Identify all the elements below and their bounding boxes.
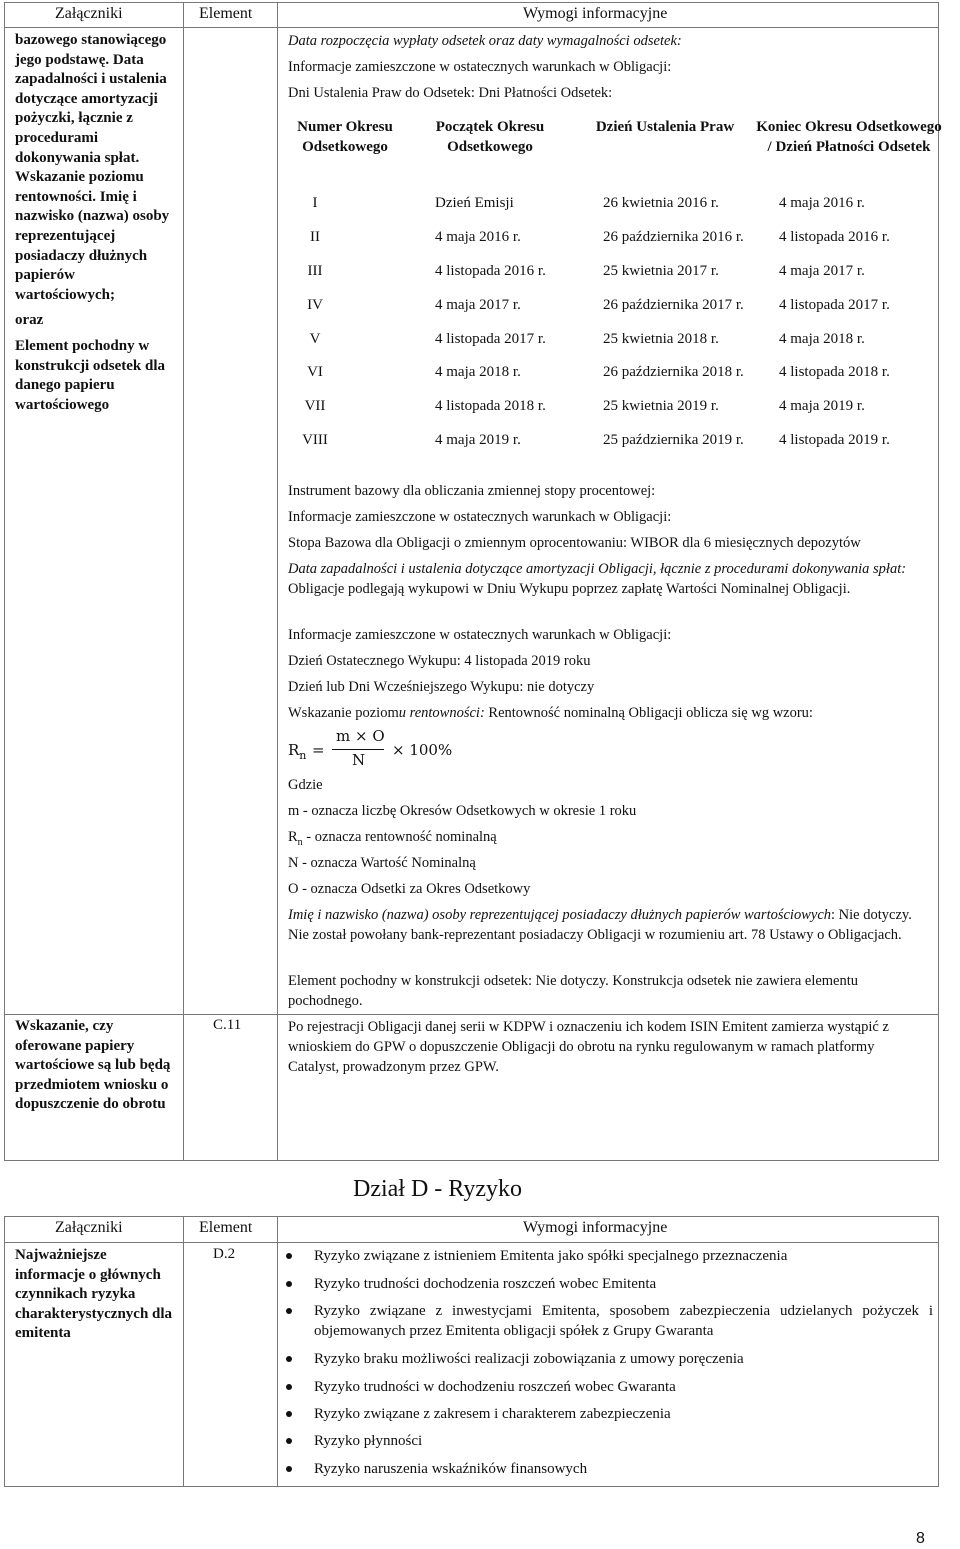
admission-text: Po rejestracji Obligacji danej serii w KDPW i oznaczeniu ich kodem ISIN Emitent zamierza wystąpić z wnioskiem do GPW o dopuszczenie Obligacji do obrotu na rynku regulowanym w ramach platformy Catalyst, prowadzonym przez GPW.: [288, 1019, 889, 1075]
table-cell: IV: [307, 296, 323, 313]
bullet-icon: [286, 1438, 292, 1444]
table-cell: 4 maja 2018 r.: [435, 364, 521, 381]
d-table-border-bottom: [4, 1486, 939, 1487]
bondholder-representative: [288, 905, 928, 945]
d-left-text: Najważniejsze informacje o głównych czynnikach ryzyka charakterystycznych dla emitenta: [15, 1247, 173, 1342]
representative-italic: Imię i nazwisko (nazwa) osoby reprezentującej posiadaczy dłużnych papierów wartościowych: [288, 907, 832, 923]
left-text-admission: Wskazanie, czy oferowane papiery wartościowe są lub będą przedmiotem wniosku o dopuszczenie do obrotu: [15, 1018, 171, 1113]
table-cell: 4 listopada 2017 r.: [779, 296, 890, 313]
table-cell: 4 listopada 2017 r.: [435, 330, 546, 347]
risk-text: Ryzyko trudności dochodzenia roszczeń wobec Emitenta: [314, 1276, 657, 1292]
table-cell: 4 listopada 2019 r.: [779, 431, 890, 448]
bullet-icon: [286, 1384, 292, 1390]
header-requirements: Wymogi informacyjne: [523, 5, 668, 22]
table-border-left: [4, 2, 5, 1161]
maturity-italic: Data zapadalności i ustalenia dotyczące amortyzacji Obligacji, łącznie z procedurami dokonywania spłat:: [288, 561, 907, 577]
table-row: [285, 322, 943, 356]
bullet-icon: [286, 1253, 292, 1259]
table-cell: 26 października 2018 r.: [603, 364, 744, 381]
table-cell: 4 listopada 2016 r.: [779, 229, 890, 246]
d-header-element: Element: [199, 1219, 253, 1236]
header-element: Element: [199, 5, 253, 22]
risk-text: Ryzyko braku możliwości realizacji zobowiązania z umowy poręczenia: [314, 1351, 744, 1367]
yield-pre: Wskazanie poziom: [288, 705, 399, 721]
d-table-border-right: [938, 1216, 939, 1487]
bullet-icon: [286, 1308, 292, 1314]
table-cell: 4 maja 2017 r.: [779, 262, 865, 279]
formula-sub: n: [299, 749, 307, 762]
left-text-main: bazowego stanowiącego jego podstawę. Data zapadalności i ustalenia dotyczące amortyzacji pożyczki, łącznie z procedurami dokonywania spłat. Wskazanie poziomu rentowności. Imię i nazwisko (nazwa) osoby reprezentującej posiadaczy dłużnych papierów wartościowych;: [15, 32, 170, 303]
maturity-paragraph: [288, 559, 928, 599]
risk-item: [288, 1301, 933, 1341]
col-record-day: Dzień Ustalenia Praw: [595, 119, 735, 135]
table-row: [285, 424, 943, 458]
final-redemption-day: Dzień Ostatecznego Wykupu: 4 listopada 2019 roku: [288, 653, 591, 669]
risk-item: [288, 1377, 933, 1397]
table-cell: II: [310, 229, 320, 246]
risk-text: Ryzyko naruszenia wskaźników finansowych: [314, 1461, 588, 1477]
table-cell: 4 listopada 2016 r.: [435, 262, 546, 279]
table-cell: 4 maja 2016 r.: [779, 195, 865, 212]
interest-dates-heading: Data rozpoczęcia wypłaty odsetek oraz daty wymagalności odsetek:: [288, 33, 682, 49]
yield-rest: Rentowność nominalną Obligacji oblicza się wg wzoru:: [484, 705, 813, 721]
d-table-border-left: [4, 1216, 5, 1487]
representative-rest: : Nie dotyczy. Nie został powołany bank-reprezentant posiadaczy Obligacji w rozumieniu art. 78 Ustawy o Obligacjach.: [288, 907, 912, 943]
element-d2: D.2: [213, 1246, 236, 1262]
risk-text: Ryzyko związane z zakresem i charakterem zabezpieczenia: [314, 1406, 671, 1422]
d-table-col-divider-1: [183, 1216, 184, 1487]
bullet-icon: [286, 1466, 292, 1472]
risk-item: [288, 1404, 933, 1424]
yield-formula: [288, 727, 488, 771]
risk-text: Ryzyko płynności: [314, 1433, 423, 1449]
table-row: [285, 187, 943, 221]
table-row: [285, 390, 943, 424]
underlying-instrument: Instrument bazowy dla obliczania zmiennej stopy procentowej:: [288, 483, 656, 499]
left-column-top: [15, 31, 175, 415]
formula-mult: × 100%: [392, 741, 453, 759]
table-cell: 25 października 2019 r.: [603, 431, 744, 448]
header-attachments: Załączniki: [55, 5, 123, 22]
table-cell: 26 października 2016 r.: [603, 229, 744, 246]
table-col-divider-2: [277, 2, 278, 1161]
col-period-start: Początek Okresu Odsetkowego: [435, 119, 545, 155]
table-cell: 26 kwietnia 2016 r.: [603, 195, 719, 212]
where-label: Gdzie: [288, 777, 323, 793]
table-cell: Dzień Emisji: [435, 195, 514, 212]
derivative-element: Element pochodny w konstrukcji odsetek: Nie dotyczy. Konstrukcja odsetek nie zawiera elementu pochodnego.: [288, 973, 859, 1009]
record-payment-days: Dni Ustalenia Praw do Odsetek: Dni Płatności Odsetek:: [288, 85, 613, 101]
formula-numerator: m × O: [336, 727, 385, 745]
def-m: m - oznacza liczbę Okresów Odsetkowych w okresie 1 roku: [288, 803, 637, 819]
risk-item: [288, 1246, 933, 1266]
def-rn-sub: n: [297, 836, 303, 848]
def-n: N - oznacza Wartość Nominalną: [288, 855, 476, 871]
risk-item: [288, 1274, 933, 1294]
d-header-attachments: Załączniki: [55, 1219, 123, 1236]
table-cell: VI: [307, 364, 323, 381]
bullet-icon: [286, 1281, 292, 1287]
formula-lhs: R: [288, 741, 300, 759]
table-cell: 4 maja 2016 r.: [435, 229, 521, 246]
def-rn-rest: - oznacza rentowność nominalną: [302, 829, 497, 845]
table-row: [285, 288, 943, 322]
risk-item: [288, 1459, 933, 1479]
section-d-title: Dział D - Ryzyko: [353, 1176, 522, 1202]
table-cell: 25 kwietnia 2017 r.: [603, 262, 719, 279]
table-cell: VIII: [302, 431, 328, 448]
table-cell: 25 kwietnia 2018 r.: [603, 330, 719, 347]
table-cell: 4 listopada 2018 r.: [779, 364, 890, 381]
d-header-requirements: Wymogi informacyjne: [523, 1219, 668, 1236]
final-terms-info-1: Informacje zamieszczone w ostatecznych warunkach w Obligacji:: [288, 59, 672, 75]
risk-item: [288, 1349, 933, 1369]
fraction-bar: [332, 749, 384, 750]
formula-denominator: N: [352, 751, 366, 769]
table-cell: 4 maja 2019 r.: [435, 431, 521, 448]
yield-italic: u rentowności:: [398, 705, 485, 721]
table-cell: VII: [304, 398, 326, 415]
col-period-number: Numer Okresu Odsetkowego: [297, 119, 393, 155]
table-cell: III: [307, 262, 323, 279]
bullet-icon: [286, 1356, 292, 1362]
yield-paragraph: [288, 703, 928, 723]
final-terms-info-3: Informacje zamieszczone w ostatecznych warunkach w Obligacji:: [288, 627, 672, 643]
interest-periods-table: [285, 117, 943, 457]
bullet-icon: [286, 1411, 292, 1417]
risk-text: Ryzyko trudności w dochodzeniu roszczeń wobec Gwaranta: [314, 1379, 676, 1395]
element-c11: C.11: [213, 1017, 242, 1033]
left-text-oraz: oraz: [15, 312, 44, 329]
formula-eq: =: [312, 741, 325, 759]
d-table-header-divider: [4, 1242, 939, 1243]
table-cell: V: [309, 330, 321, 347]
d-table-border-top: [4, 1216, 939, 1217]
base-rate: Stopa Bazowa dla Obligacji o zmiennym oprocentowaniu: WIBOR dla 6 miesięcznych depozytów: [288, 535, 861, 551]
risk-text: Ryzyko związane z inwestycjami Emitenta, sposobem zabezpieczenia udzielanych pożyczek i objemowanych przez Emitenta obligacji spółek z Grupy Gwaranta: [314, 1303, 933, 1339]
table-row: [285, 356, 943, 390]
table-cell: 26 października 2017 r.: [603, 296, 744, 313]
risk-text: Ryzyko związane z istnieniem Emitenta jako spółki specjalnego przeznaczenia: [314, 1248, 788, 1264]
table-cell: 25 kwietnia 2019 r.: [603, 398, 719, 415]
maturity-rest: Obligacje podlegają wykupowi w Dniu Wykupu poprzez zapłatę Wartości Nominalnej Obligacji.: [288, 581, 851, 597]
risk-item: [288, 1431, 933, 1451]
left-text-element-pochodny: Element pochodny w konstrukcji odsetek dla danego papieru wartościowego: [15, 337, 166, 413]
def-rn: [288, 827, 928, 853]
table-border-top: [4, 2, 939, 3]
d-table-col-divider-2: [277, 1216, 278, 1487]
early-redemption-day: Dzień lub Dni Wcześniejszego Wykupu: nie dotyczy: [288, 679, 595, 695]
col-period-end: Koniec Okresu Odsetkowego / Dzień Płatności Odsetek: [756, 119, 942, 155]
table-cell: I: [312, 195, 318, 212]
table-cell: 4 maja 2019 r.: [779, 398, 865, 415]
table-row-divider: [4, 1014, 939, 1015]
table-cell: 4 listopada 2018 r.: [435, 398, 546, 415]
table-row: [285, 221, 943, 255]
table-row: [285, 255, 943, 289]
def-o: O - oznacza Odsetki za Okres Odsetkowy: [288, 881, 531, 897]
table-border-bottom: [4, 1160, 939, 1161]
table-header-divider: [4, 27, 939, 28]
table-col-divider-1: [183, 2, 184, 1161]
table-cell: 4 maja 2018 r.: [779, 330, 865, 347]
page-number: 8: [916, 1530, 925, 1547]
def-rn-main: R: [288, 829, 298, 845]
table-cell: 4 maja 2017 r.: [435, 296, 521, 313]
final-terms-info-2: Informacje zamieszczone w ostatecznych warunkach w Obligacji:: [288, 509, 672, 525]
